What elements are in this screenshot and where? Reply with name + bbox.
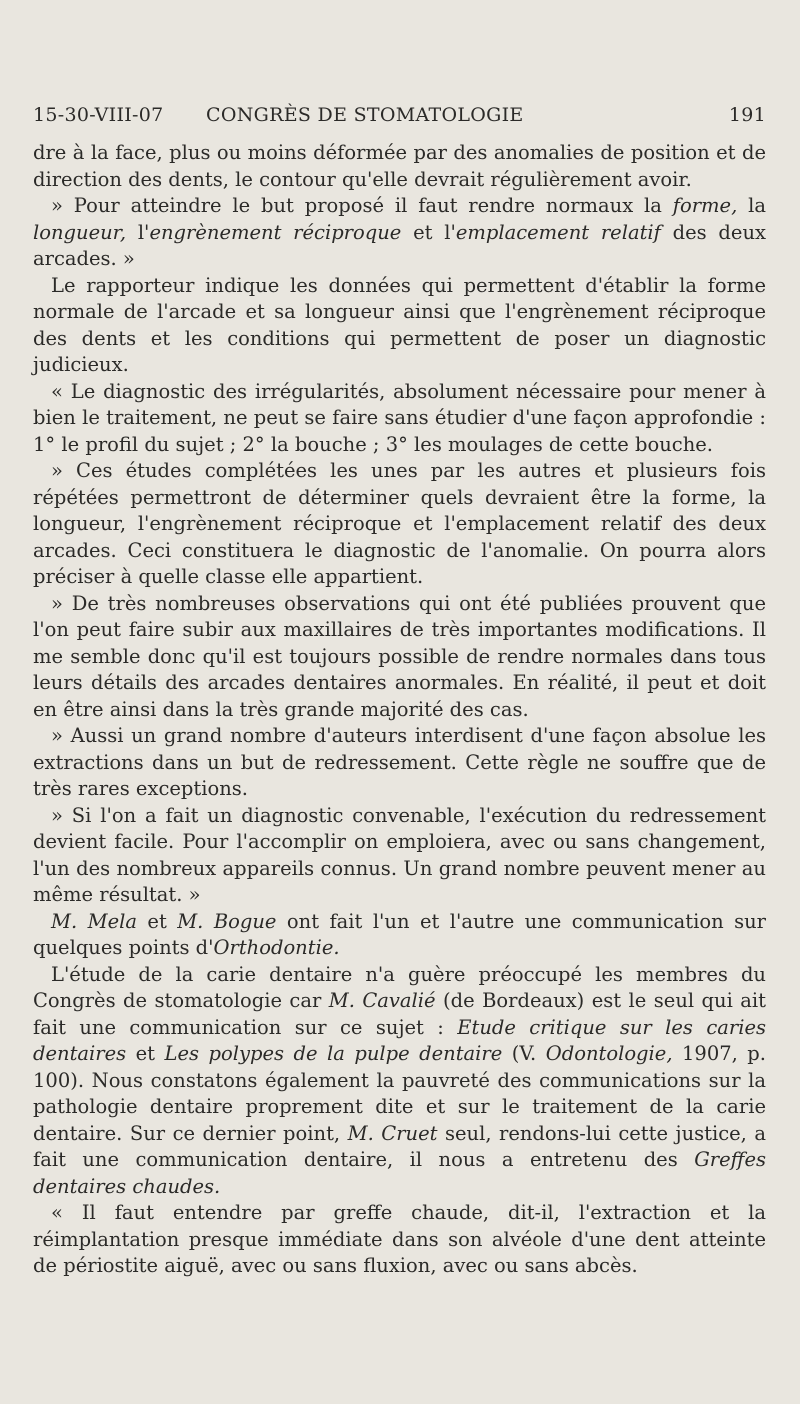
text-segment: et — [126, 1042, 165, 1065]
italic-text: engrènement réciproque — [149, 220, 402, 244]
text-segment: seul, rendons-lui cette justice, a fait une communication dentaire, il nous a entretenu des — [33, 1121, 766, 1171]
text-segment: des deux arcades. » — [33, 220, 767, 270]
text-segment: » Pour atteindre le but proposé il faut rendre normaux la — [51, 194, 673, 217]
italic-text: M. Mela — [51, 909, 137, 933]
paragraph — [33, 962, 766, 1201]
text-segment: la — [737, 194, 766, 217]
italic-text: longueur, — [33, 220, 127, 244]
header-title: CONGRÈS DE STOMATOLOGIE — [206, 104, 524, 126]
text-segment: l' — [126, 220, 150, 244]
text-segment: « Le diagnostic des irrégularités, absolument nécessaire pour mener à bien le traitement, ne peut se faire sans étudier d'une façon approfondie : 1° le profil du sujet ; 2° la bouche ; 3° les moulages de cette bouche. — [33, 379, 766, 456]
text-segment: L'étude de la carie dentaire n'a guère préoccupé les membres du Congrès de stomatologie car — [33, 962, 766, 1012]
paragraph — [33, 193, 766, 273]
italic-text: Odontologie, — [545, 1042, 673, 1065]
text-segment: (V. — [502, 1042, 546, 1065]
paragraph — [33, 723, 766, 803]
text-segment: Le rapporteur indique les données qui permettent d'établir la forme normale de l'arcade et sa longueur ainsi que l'engrènement réciproque des dents et les conditions qui permettent de poser un diagnostic judicieux. — [33, 273, 766, 376]
paragraph — [33, 458, 766, 591]
paragraph — [33, 273, 766, 379]
paragraph — [33, 803, 766, 909]
italic-text: Orthodontie. — [213, 936, 340, 959]
italic-text: M. Cavalié — [328, 989, 436, 1012]
italic-text: Greffes dentaires chaudes. — [33, 1148, 766, 1198]
text-segment: » Si l'on a fait un diagnostic convenable, l'exécution du redressement devient facile. Pour l'accomplir on emploiera, avec ou sans changement, l'un des nombreux appareils connus. Un grand nombre peuvent mener au même résultat. » — [33, 803, 766, 906]
italic-text: Etude critique sur les caries dentaires — [33, 1015, 766, 1065]
text-segment: » Aussi un grand nombre d'auteurs interdisent d'une façon absolue les extractions dans un but de redressement. Cette règle ne souffre que de très rares exceptions. — [33, 724, 766, 800]
paragraph — [33, 140, 766, 193]
text-segment: et — [136, 909, 178, 933]
text-segment: (de Bordeaux) est le seul qui ait fait une communication sur ce sujet : — [33, 989, 766, 1039]
paragraph — [33, 909, 766, 962]
paragraph — [33, 591, 766, 724]
text-segment: dre à la face, plus ou moins déformée par des anomalies de position et de direction des dents, le contour qu'elle devrait régulièrement avoir. — [33, 141, 766, 191]
italic-text: forme, — [672, 194, 738, 217]
text-segment: » Ces études complétées les unes par les autres et plusieurs fois répétées permettront de déterminer quels devraient être la forme, la longueur, l'engrènement réciproque et l'emplacement relatif des deux arcades. Ceci constituera le diagnostic de l'anomalie. On pourra alors préciser à quelle classe elle appartient. — [33, 459, 766, 588]
paragraph — [33, 379, 766, 459]
italic-text: M. Bogue — [177, 909, 277, 933]
text-segment: 1907, p. 100). Nous constatons également la pauvreté des communications sur la pathologie dentaire proprement dite et sur le traitement de la carie dentaire. Sur ce dernier point, — [33, 1042, 766, 1145]
text-segment: et l' — [401, 220, 456, 244]
paragraph — [33, 1200, 766, 1280]
body-text — [33, 140, 766, 1280]
text-segment: ont fait l'un et l'autre une communication sur quelques points d' — [33, 909, 767, 959]
italic-text: emplacement relatif — [455, 220, 661, 244]
text-segment: » De très nombreuses observations qui ont été publiées prouvent que l'on peut faire subir aux maxillaires de très importantes modifications. Il me semble donc qu'il est toujours possible de rendre normales dans tous leurs détails des arcades dentaires anormales. En réalité, il peut et doit en être ainsi dans la très grande majorité des cas. — [33, 591, 766, 721]
italic-text: M. Cruet — [347, 1121, 438, 1145]
italic-text: Les polypes de la pulpe dentaire — [164, 1042, 503, 1065]
text-segment: « Il faut entendre par greffe chaude, dit-il, l'extraction et la réimplantation presque immédiate dans son alvéole d'une dent atteinte de périostite aiguë, avec ou sans fluxion, avec ou sans abcès. — [33, 1201, 766, 1277]
page-number: 191 — [728, 104, 766, 126]
header-date: 15-30-VIII-07 — [33, 104, 164, 126]
